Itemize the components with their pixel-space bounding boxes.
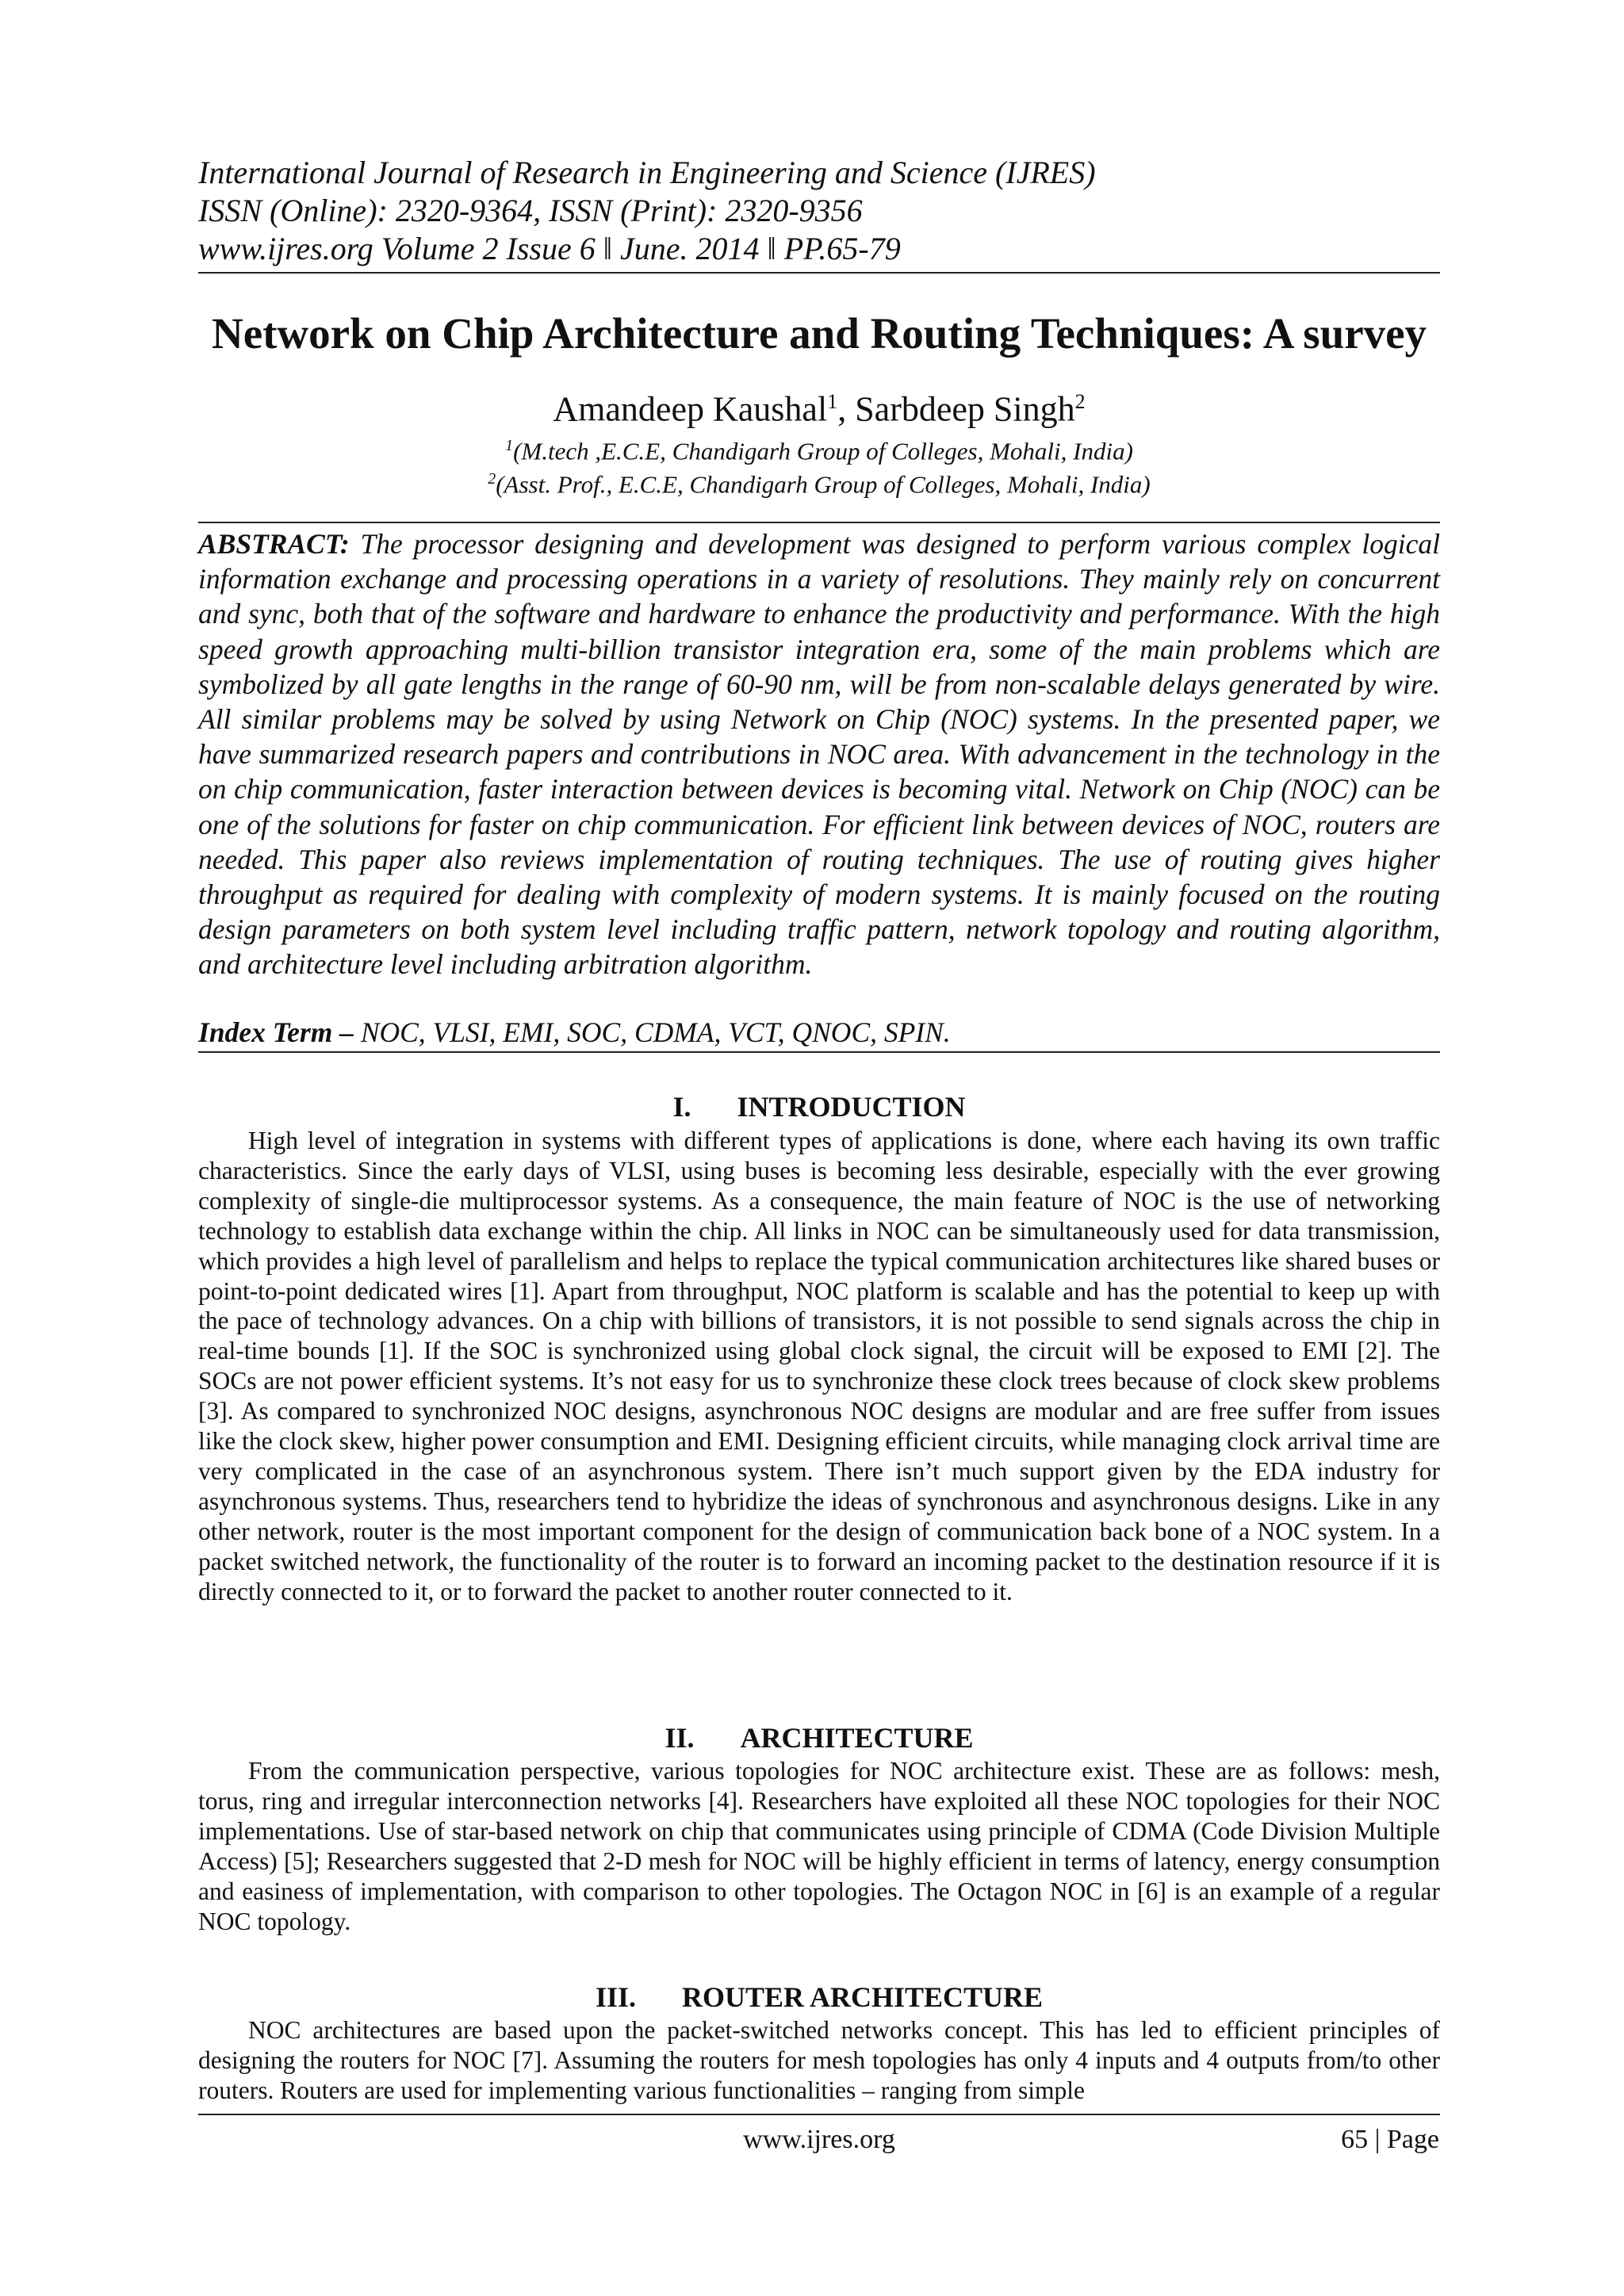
section-heading	[198, 1089, 1440, 1124]
author-affiliation-mark: 1	[827, 390, 838, 413]
affiliation	[198, 463, 1440, 500]
abstract-label: ABSTRACT:	[198, 528, 350, 560]
author-name: Sarbdeep Singh	[855, 389, 1075, 429]
index-term-label: Index Term –	[198, 1016, 354, 1048]
section-heading	[198, 1720, 1440, 1755]
author-line	[198, 381, 1440, 431]
section-heading	[198, 1980, 1440, 2015]
abstract-bottom-rule	[198, 1051, 1440, 1053]
journal-header	[198, 154, 1443, 268]
page-number: 65 | Page	[1341, 2125, 1439, 2154]
section-body: High level of integration in systems with different types of applications is done, where each having its own traffic characteristics. Since the early days of VLSI, using buses is becoming less desirable, especially with the ever growing complexity of single-die multiprocessor systems. As a consequence, the main feature of NOC is the use of networking technology to establish data exchange within the chip. All links in NOC can be simultaneously used for data transmission, which provides a high level of parallelism and helps to replace the typical communication architectures like shared buses or point-to-point dedicated wires [1]. Apart from throughput, NOC platform is scalable and has the potential to keep up with the pace of technology advances. On a chip with billions of transistors, it is not possible to send signals across the chip in real-time bounds [1]. If the SOC is synchronized using global clock signal, the circuit will be exposed to EMI [2]. The SOCs are not power efficient systems. It’s not easy for us to synchronize these clock trees because of clock skew problems [3]. As compared to synchronized NOC designs, asynchronous NOC designs are modular and are free suffer from issues like the clock skew, higher power consumption and EMI. Designing efficient circuits, while managing clock arrival time are very complicated in the case of an asynchronous system. There isn’t much support given by the EDA industry for asynchronous systems. Thus, researchers tend to hybridize the ideas of synchronous and asynchronous designs. Like in any other network, router is the most important component for the design of communication back bone of a NOC system. In a packet switched network, the functionality of the router is to forward an incoming packet to the destination resource if it is directly connected to it, or to forward the packet to another router connected to it.	[198, 1127, 1440, 1605]
index-term-text: NOC, VLSI, EMI, SOC, CDMA, VCT, QNOC, SPIN.	[360, 1016, 951, 1048]
affiliation-mark: 2	[488, 470, 496, 488]
author-affiliation-mark: 2	[1074, 390, 1086, 413]
header-rule	[198, 272, 1440, 274]
volume-line: www.ijres.org Volume 2 Issue 6 ǁ June. 2014 ǁ PP.65-79	[198, 231, 901, 266]
author-separator: ,	[837, 389, 856, 429]
affiliation-mark: 1	[505, 437, 514, 454]
section-title: INTRODUCTION	[737, 1091, 966, 1123]
index-terms	[198, 1015, 1440, 1050]
section-number: I.	[672, 1091, 691, 1123]
issn-line: ISSN (Online): 2320-9364, ISSN (Print): 2320-9356	[198, 193, 863, 228]
paper-title: Network on Chip Architecture and Routing Techniques: A survey	[211, 309, 1427, 358]
affiliation	[198, 430, 1440, 467]
footer-rule	[198, 2114, 1440, 2115]
abstract-text: The processor designing and development was designed to perform various complex logical information exchange and processing operations in a variety of resolutions. They mainly rely on concurrent and sync, both that of the software and hardware to enhance the productivity and performance. With the high speed growth approaching multi-billion transistor integration era, some of the main problems which are symbolized by all gate lengths in the range of 60-90 nm, will be from non-scalable delays generated by wire. All similar problems may be solved by using Network on Chip (NOC) systems. In the presented paper, we have summarized research papers and contributions in NOC area. With advancement in the technology in the on chip communication, faster interaction between devices is becoming vital. Network on Chip (NOC) can be one of the solutions for faster on chip communication. For efficient link between devices of NOC, routers are needed. This paper also reviews implementation of routing techniques. The use of routing gives higher throughput as required for dealing with complexity of modern systems. It is mainly focused on the routing design parameters on both system level including traffic pattern, network topology and routing algorithm, and architecture level including arbitration algorithm.	[198, 528, 1440, 981]
section-number: II.	[665, 1722, 695, 1754]
author-name: Amandeep Kaushal	[553, 389, 828, 429]
section-body: From the communication perspective, various topologies for NOC architecture exist. These are as follows: mesh, torus, ring and irregular interconnection networks [4]. Researchers have exploited all these NOC topologies for their NOC implementations. Use of star-based network on chip that communicates using principle of CDMA (Code Division Multiple Access) [5]; Researchers suggested that 2-D mesh for NOC will be highly efficient in terms of latency, energy consumption and easiness of implementation, with comparison to other topologies. The Octagon NOC in [6] is an example of a regular NOC topology.	[198, 1757, 1440, 1935]
journal-name: International Journal of Research in Engineering and Science (IJRES)	[198, 155, 1096, 190]
affiliation-text: (Asst. Prof., E.C.E, Chandigarh Group of Colleges, Mohali, India)	[496, 470, 1151, 499]
section-number: III.	[595, 1981, 636, 2013]
section-body: NOC architectures are based upon the packet-switched networks concept. This has led to efficient principles of designing the routers for NOC [7]. Assuming the routers for mesh topologies has only 4 inputs and 4 outputs from/to other routers. Routers are used for implementing various functionalities – ranging from simple	[198, 2016, 1440, 2104]
abstract	[198, 526, 1440, 982]
affiliation-text: (M.tech ,E.C.E, Chandigarh Group of Colleges, Mohali, India)	[513, 437, 1133, 465]
section-title: ARCHITECTURE	[740, 1722, 974, 1754]
section-title: ROUTER ARCHITECTURE	[681, 1981, 1044, 2013]
footer-url: www.ijres.org	[743, 2125, 895, 2154]
abstract-top-rule	[198, 522, 1440, 523]
